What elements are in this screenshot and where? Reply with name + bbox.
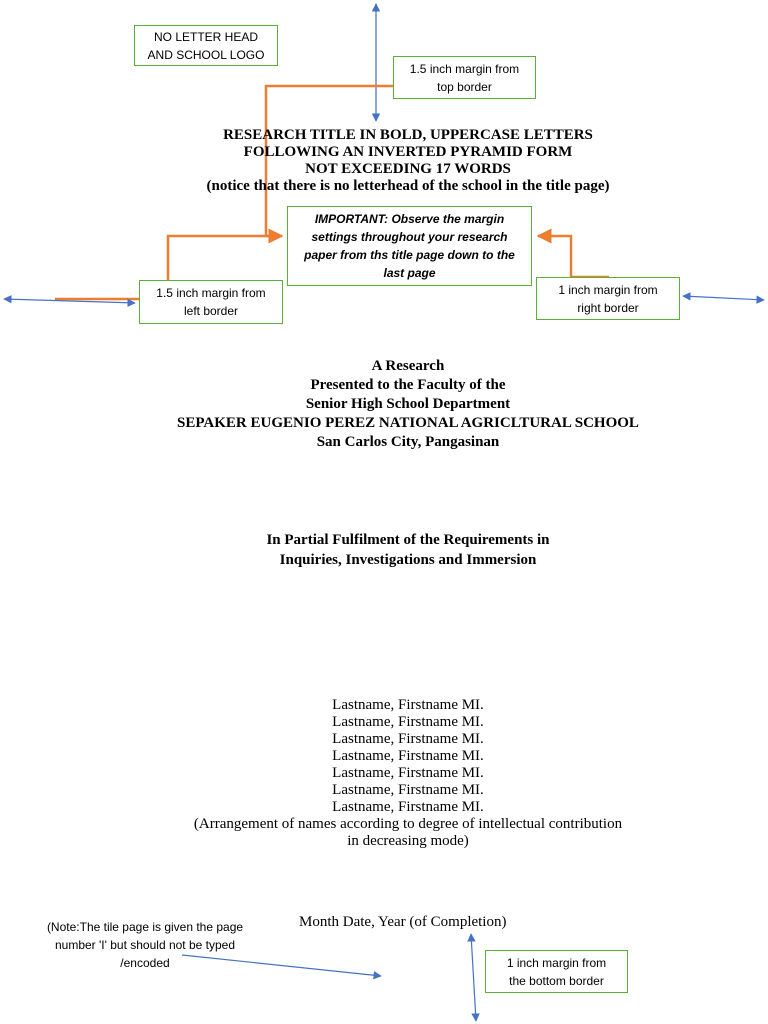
page-number-note: (Note:The tile page is given the page number 'I' but should not be typed /encoded xyxy=(46,920,244,970)
left-margin-arrow xyxy=(4,299,135,303)
no-letterhead-note: NO LETTER HEAD AND SCHOOL LOGO xyxy=(134,25,278,66)
names-arrangement-note-2: in decreasing mode) xyxy=(347,833,469,849)
author-name: Lastname, Firstname MI. xyxy=(332,799,484,815)
top-margin-note: 1.5 inch margin from top border xyxy=(393,56,536,99)
author-names xyxy=(40,697,768,850)
important-note: IMPORTANT: Observe the margin settings throughout your research paper from ths title page down to the last page xyxy=(287,206,532,286)
left-margin-note: 1.5 inch margin from left border xyxy=(139,280,283,324)
right-connector xyxy=(538,236,609,277)
right-margin-note: 1 inch margin from right border xyxy=(536,277,680,320)
right-margin-arrow xyxy=(683,296,764,300)
bottom-margin-arrow xyxy=(471,934,476,1021)
presented-to-block: A Research Presented to the Faculty of the Senior High School Department SEPAKER EUGENIO PEREZ NATIONAL AGRICLTURAL SCHOOL San Carlos City, Pangasinan xyxy=(177,358,639,450)
author-name: Lastname, Firstname MI. xyxy=(332,731,484,747)
research-title: RESEARCH TITLE IN BOLD, UPPERCASE LETTERS FOLLOWING AN INVERTED PYRAMID FORM NOT EXCEEDING 17 WORDS (notice that there is no letterhead of the school in the title page) xyxy=(206,127,610,194)
names-arrangement-note: (Arrangement of names according to degree of intellectual contribution xyxy=(193,816,623,832)
author-name: Lastname, Firstname MI. xyxy=(332,714,484,730)
completion-date: Month Date, Year (of Completion) xyxy=(299,914,507,930)
fulfilment-block: In Partial Fulfilment of the Requirements in Inquiries, Investigations and Immersion xyxy=(266,532,550,568)
author-name: Lastname, Firstname MI. xyxy=(332,765,484,781)
bottom-margin-note: 1 inch margin from the bottom border xyxy=(485,950,628,993)
author-name: Lastname, Firstname MI. xyxy=(332,697,484,713)
author-name: Lastname, Firstname MI. xyxy=(332,782,484,798)
author-name: Lastname, Firstname MI. xyxy=(332,748,484,764)
